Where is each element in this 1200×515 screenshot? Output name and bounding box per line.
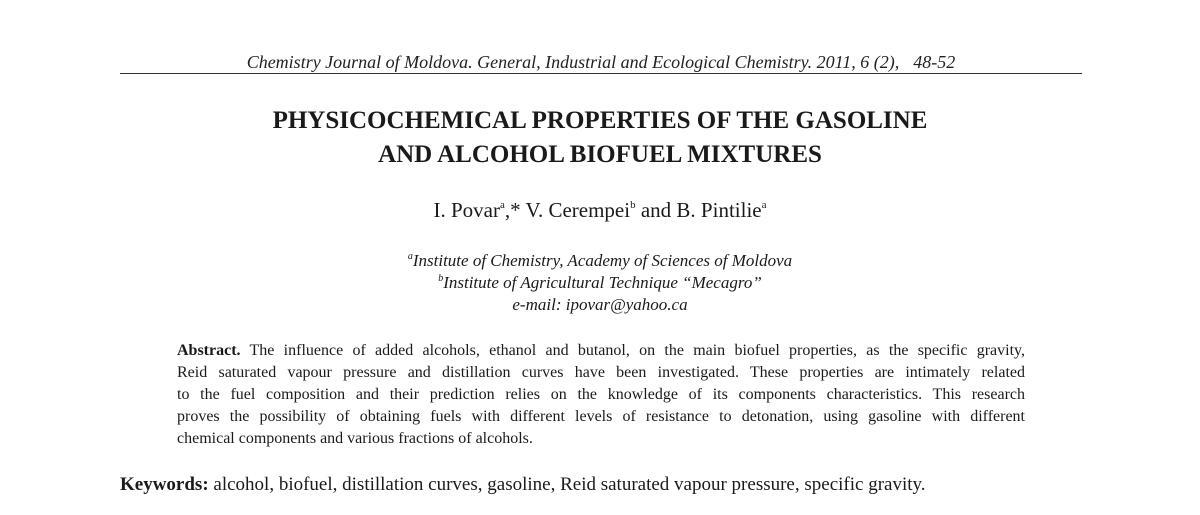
author-name: V. Cerempei: [525, 198, 631, 222]
paper-title: [0, 104, 1200, 172]
paper-title-line: AND ALCOHOL BIOFUEL MIXTURES: [378, 141, 822, 168]
abstract-label: Abstract.: [177, 342, 241, 359]
keywords-text: alcohol, biofuel, distillation curves, gasoline, Reid saturated vapour pressure, specific gravity.: [213, 474, 926, 495]
author-list: [0, 196, 1200, 224]
affiliation-text: Institute of Agricultural Technique “Mecagro”: [443, 273, 762, 292]
author-separator: ,*: [504, 198, 526, 222]
keywords-label: Keywords:: [120, 474, 209, 495]
abstract-line: to the fuel composition and their prediction relies on the knowledge of its components characteristics. This research: [177, 386, 1025, 403]
abstract-line: chemical components and various fractions of alcohols.: [177, 430, 533, 447]
affiliation-line: [0, 250, 1200, 272]
page-range: 48-52: [913, 52, 956, 72]
email-line: e-mail: ipovar@yahoo.ca: [512, 295, 688, 314]
keywords: [120, 472, 1080, 498]
affiliation-marker: a: [761, 199, 767, 211]
journal-citation: Chemistry Journal of Moldova. General, Industrial and Ecological Chemistry. 2011, 6 (2),: [246, 52, 900, 72]
affiliations: [0, 250, 1200, 316]
header-rule: [120, 73, 1082, 74]
author-separator: and: [635, 198, 677, 222]
running-head: [120, 50, 1082, 74]
affiliation-marker: b: [630, 199, 636, 211]
affiliation-text: Institute of Chemistry, Academy of Sciences of Moldova: [412, 251, 793, 270]
abstract-line: Reid saturated vapour pressure and distillation curves have been investigated. These properties are intimately related: [177, 364, 1025, 381]
affiliation-marker: b: [438, 273, 444, 284]
affiliation-marker: a: [499, 199, 505, 211]
abstract-line: proves the possibility of obtaining fuels with different levels of resistance to detonation, using gasoline with different: [177, 408, 1025, 425]
affiliation-line: [0, 272, 1200, 294]
abstract-line: [177, 340, 1025, 362]
author-name: B. Pintilie: [676, 198, 762, 222]
abstract-text: The influence of added alcohols, ethanol and butanol, on the main biofuel properties, as the specific gravity,: [249, 342, 1025, 359]
abstract: [177, 340, 1025, 450]
affiliation-marker: a: [407, 251, 413, 262]
paper-title-line: PHYSICOCHEMICAL PROPERTIES OF THE GASOLINE: [272, 107, 928, 134]
author-name: I. Povar: [433, 198, 500, 222]
